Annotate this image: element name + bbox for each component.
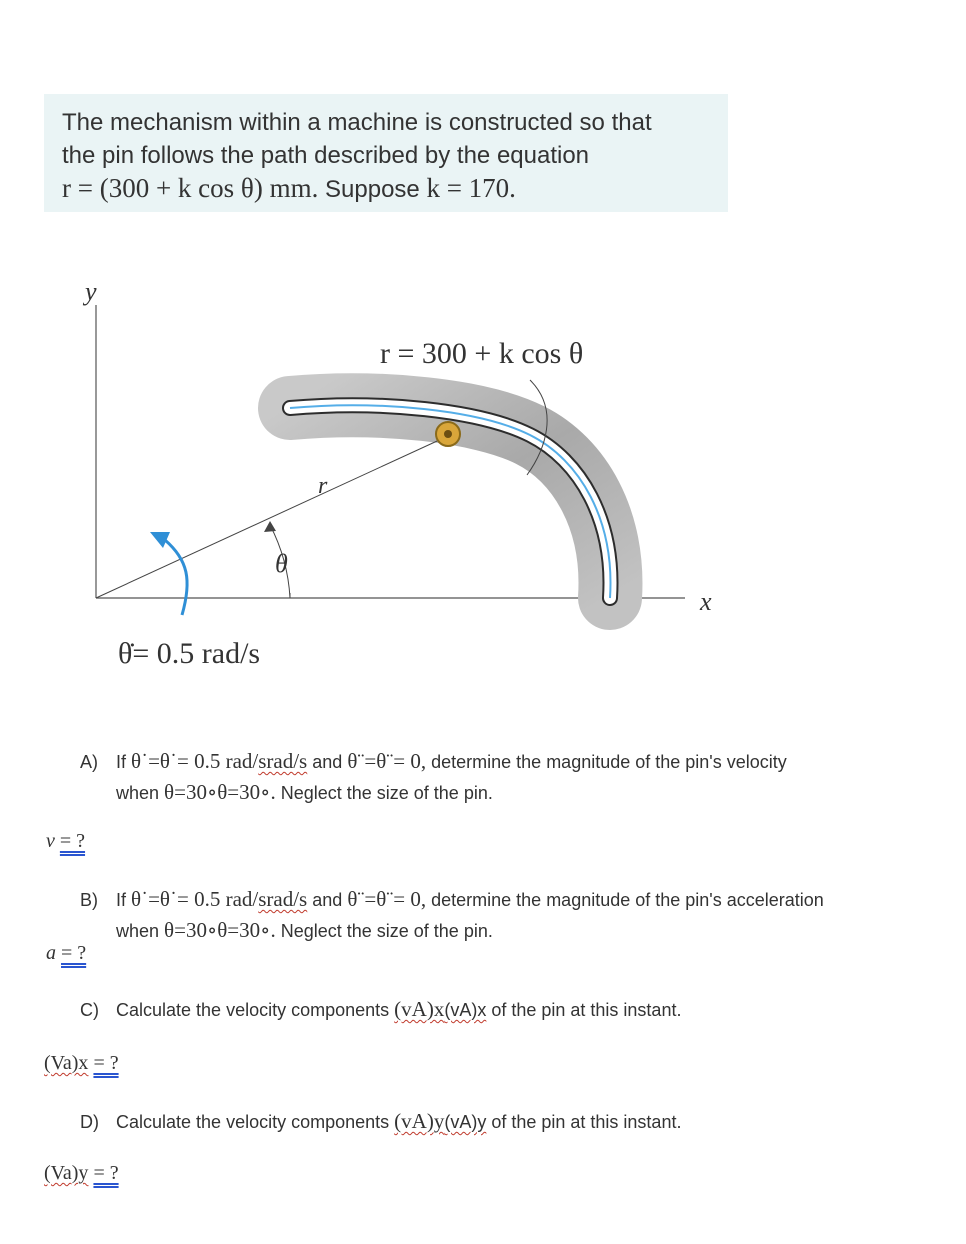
question-b-unit: srad/s — [258, 887, 308, 911]
intro-line-1: The mechanism within a machine is constructed so that — [62, 109, 652, 136]
question-a-cond: θ=30∘θ=30∘. — [164, 780, 276, 804]
question-d — [80, 1106, 681, 1137]
question-c — [80, 994, 681, 1025]
intro-line-2: the pin follows the path described by the equation — [62, 142, 590, 169]
question-b-math2: θ¨=θ¨= 0, — [347, 887, 427, 911]
answer-vay-value[interactable]: = ? — [93, 1162, 119, 1184]
question-a-when: when — [116, 783, 160, 803]
answer-vax-value[interactable]: = ? — [93, 1052, 119, 1074]
question-d-math-alt: (vA)y — [444, 1112, 487, 1132]
answer-v-value[interactable]: = ? — [59, 830, 86, 852]
answer-a[interactable] — [46, 942, 86, 965]
question-b-prefix: If — [116, 890, 127, 910]
path-equation-inline: r = (300 + k cos θ) mm. — [62, 173, 319, 203]
question-a-prefix: If — [116, 752, 127, 772]
question-c-math: (vA)x — [394, 997, 445, 1021]
x-axis-label: x — [700, 587, 712, 616]
question-c-tail: of the pin at this instant. — [491, 1000, 682, 1020]
theta-label: θ — [275, 549, 288, 578]
question-a-and: and — [312, 752, 343, 772]
answer-vay[interactable] — [44, 1162, 119, 1185]
question-d-text: Calculate the velocity components — [116, 1112, 390, 1132]
question-d-letter: D) — [80, 1112, 99, 1132]
question-a-letter: A) — [80, 752, 98, 772]
question-b-math: θ˙=θ˙= 0.5 rad/ — [131, 887, 259, 911]
answer-vax-label: (Va)x — [44, 1052, 89, 1074]
question-b-end: Neglect the size of the pin. — [280, 921, 493, 941]
rotation-arrow — [165, 540, 187, 615]
answer-vax[interactable] — [44, 1052, 119, 1075]
answer-vay-label: (Va)y — [44, 1162, 89, 1184]
answer-v[interactable] — [46, 830, 85, 853]
question-b-cond: θ=30∘θ=30∘. — [164, 918, 276, 942]
question-c-math-alt: (vA)x — [444, 1000, 487, 1020]
radius-label: r — [318, 473, 328, 499]
path-equation-label: r = 300 + k cos θ — [380, 337, 584, 370]
mechanism-diagram — [0, 260, 966, 680]
answer-a-value[interactable]: = ? — [61, 942, 87, 964]
theta-dot-label: θ̇= 0.5 rad/s — [118, 637, 261, 670]
question-c-text: Calculate the velocity components — [116, 1000, 390, 1020]
question-b-when: when — [116, 921, 160, 941]
question-d-tail: of the pin at this instant. — [491, 1112, 682, 1132]
intro-line-3 — [62, 172, 710, 206]
question-a-math2: θ¨=θ¨= 0, — [347, 749, 427, 773]
y-axis-label: y — [85, 277, 97, 306]
question-c-letter: C) — [80, 1000, 99, 1020]
question-a — [80, 746, 787, 808]
answer-a-label: a — [46, 942, 56, 964]
problem-statement — [44, 94, 728, 212]
question-a-math: θ˙=θ˙= 0.5 rad/ — [131, 749, 259, 773]
k-value: k = 170. — [426, 173, 516, 203]
question-d-math: (vA)y — [394, 1109, 445, 1133]
question-a-unit: srad/s — [258, 749, 308, 773]
question-a-end: Neglect the size of the pin. — [280, 783, 493, 803]
answer-v-label: v — [46, 830, 55, 852]
question-b-letter: B) — [80, 890, 98, 910]
question-a-tail: determine the magnitude of the pin's velocity — [431, 752, 787, 772]
radius-line — [96, 436, 448, 598]
question-b-tail: determine the magnitude of the pin's acceleration — [431, 890, 824, 910]
question-b-and: and — [312, 890, 343, 910]
suppose-text: Suppose — [325, 176, 420, 203]
question-b — [80, 884, 824, 946]
